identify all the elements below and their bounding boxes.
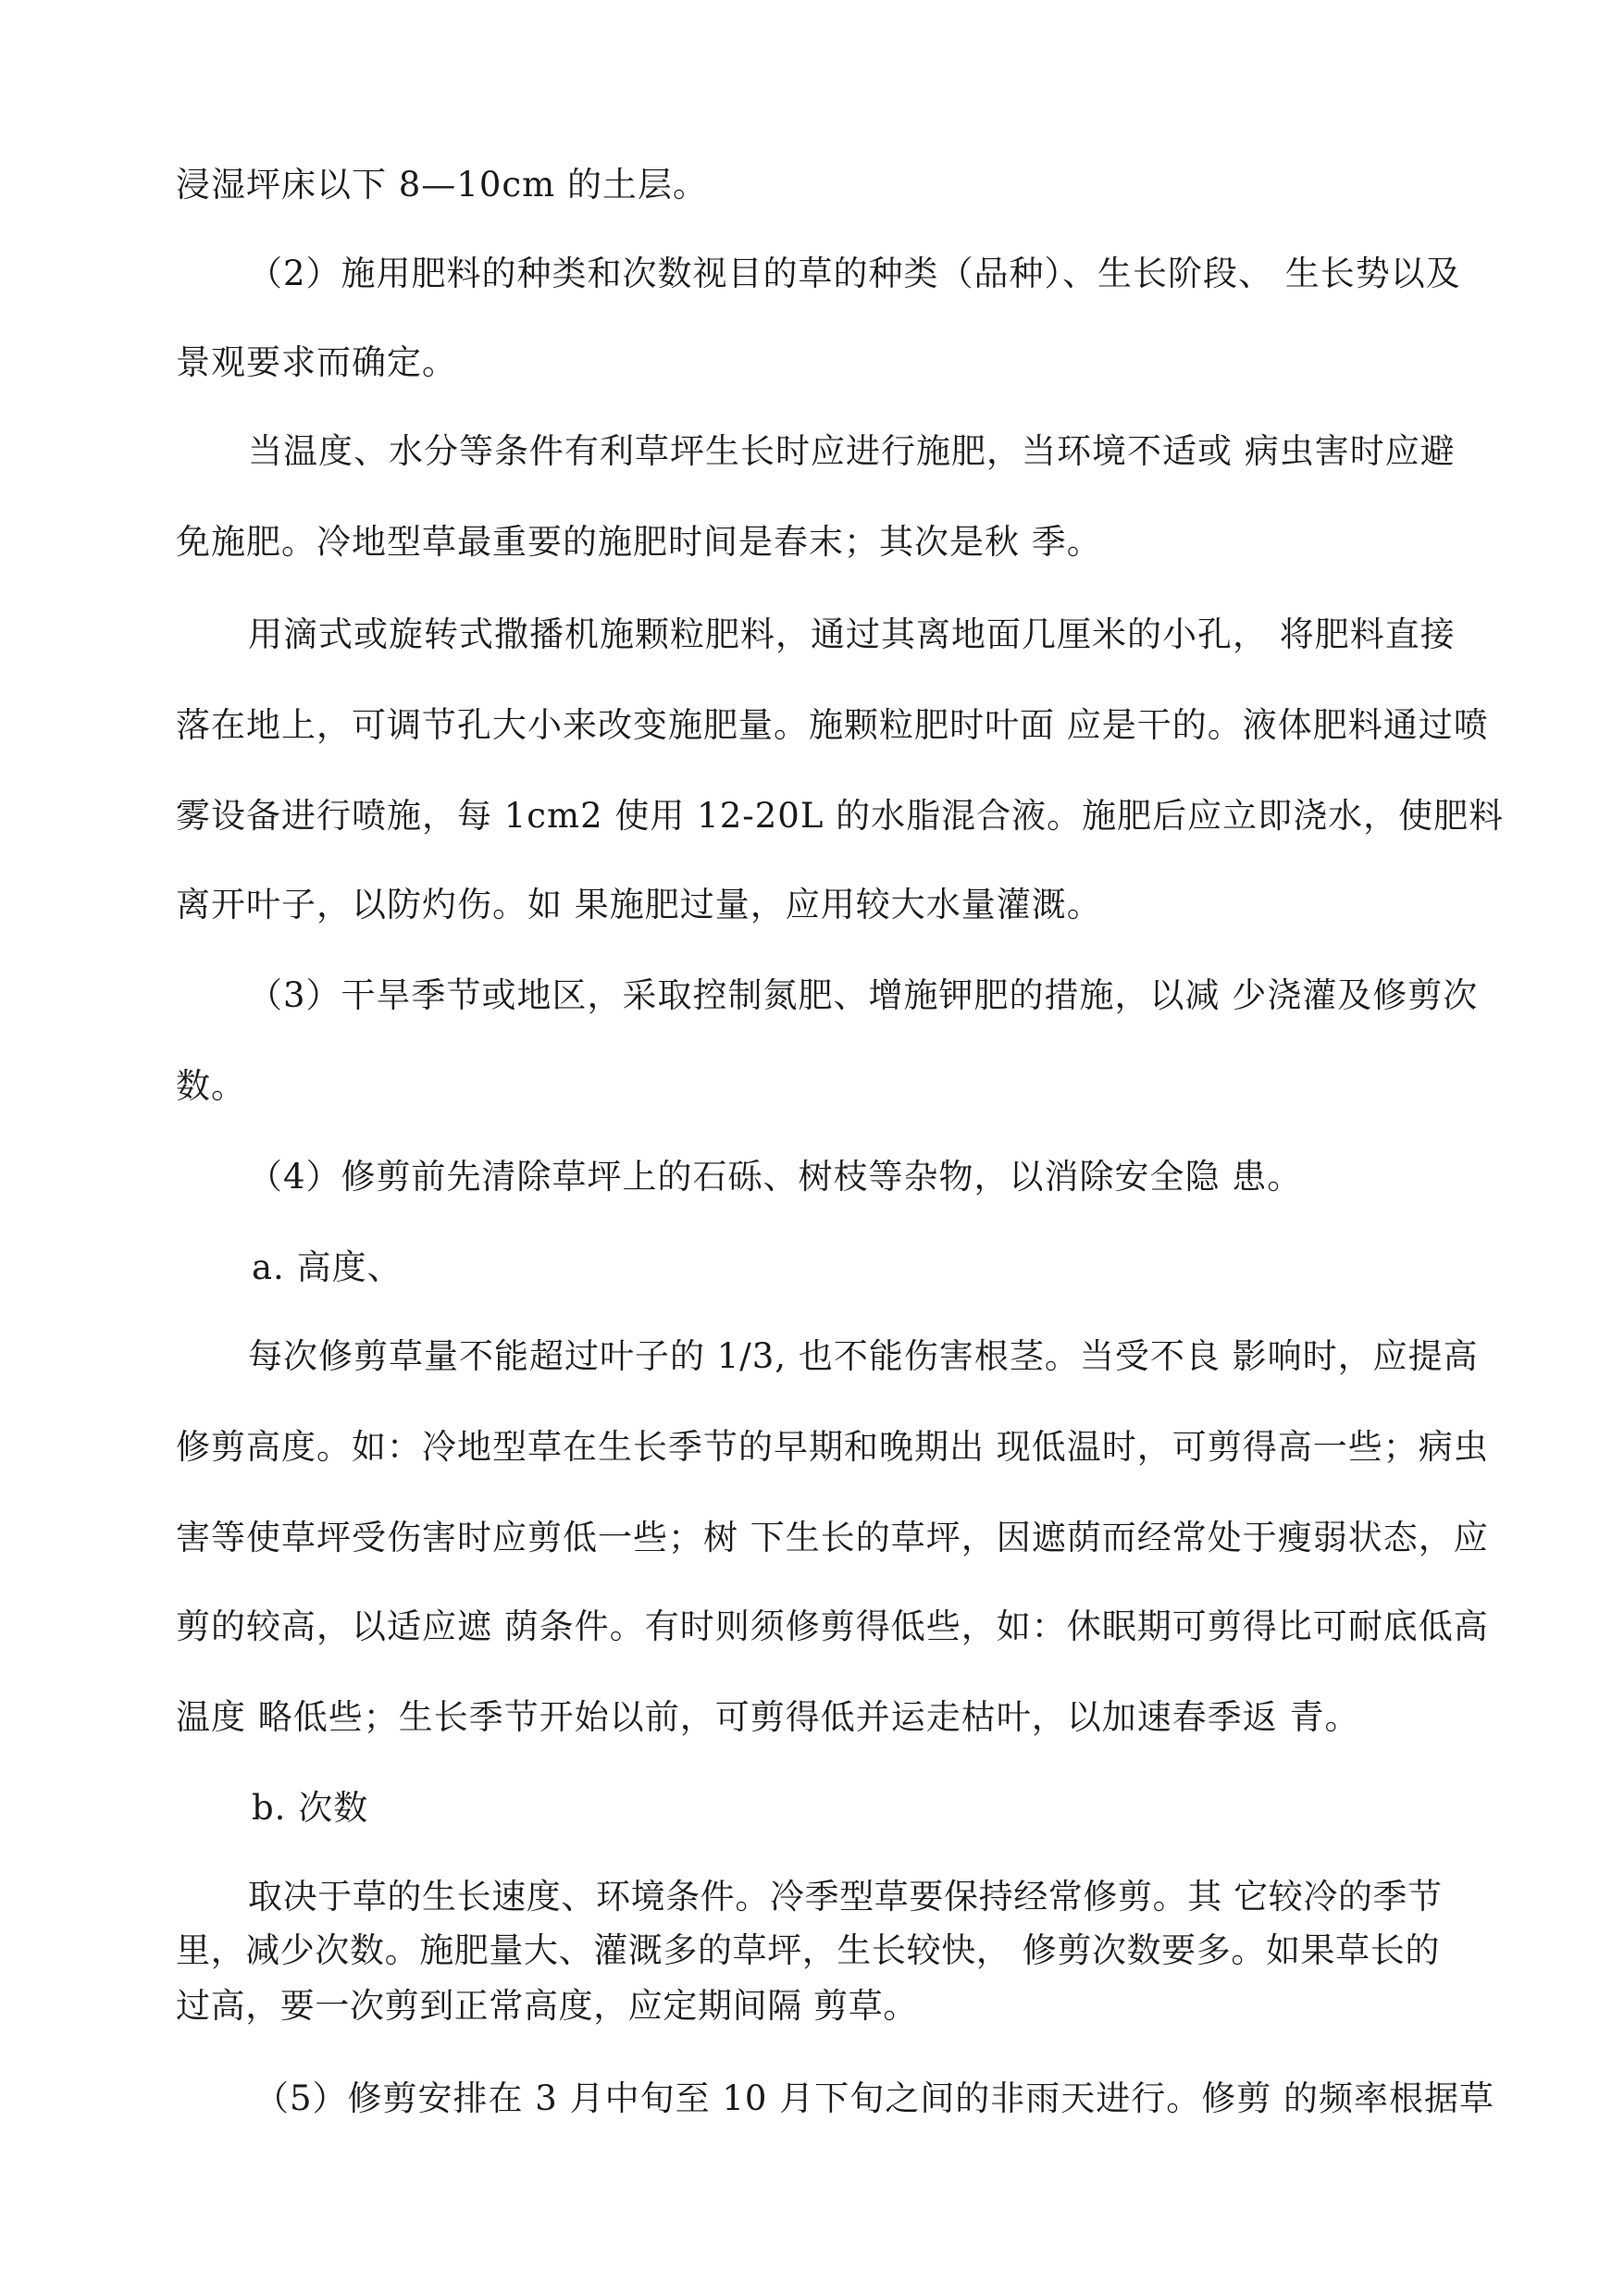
paragraph-line: （4）修剪前先清除草坪上的石砾、树枝等杂物，以消除安全隐 患。 (248, 1157, 1303, 1197)
section-heading: b. 次数 (252, 1788, 369, 1828)
paragraph-line: 雾设备进行喷施，每 1cm2 使用 12-20L 的水脂混合液。施肥后应立即浇水，使肥料 (176, 796, 1505, 836)
paragraph-line: 景观要求而确定。 (176, 342, 457, 382)
paragraph-line: 免施肥。冷地型草最重要的施肥时间是春末；其次是秋 季。 (176, 522, 1102, 562)
paragraph-line: 害等使草坪受伤害时应剪低一些；树 下生长的草坪，因遮荫而经常处于瘦弱状态，应 (176, 1518, 1489, 1557)
paragraph-line: 剪的较高，以适应遮 荫条件。有时则须修剪得低些，如：休眠期可剪得比可耐底低高 (176, 1606, 1489, 1646)
paragraph-line: 浸湿坪床以下 8—10cm 的土层。 (176, 165, 708, 205)
paragraph-line: 每次修剪草量不能超过叶子的 1/3, 也不能伤害根茎。当受不良 影响时，应提高 (248, 1336, 1479, 1376)
paragraph-line: 里，减少次数。施肥量大、灌溉多的草坪，生长较快， 修剪次数要多。如果草长的 (176, 1930, 1440, 1970)
paragraph-line: 离开叶子，以防灼伤。如 果施肥过量，应用较大水量灌溉。 (176, 885, 1102, 924)
paragraph-line: 温度 略低些；生长季节开始以前，可剪得低并运走枯叶，以加速春季返 青。 (176, 1697, 1360, 1737)
paragraph-line: 用滴式或旋转式撒播机施颗粒肥料，通过其离地面几厘米的小孔， 将肥料直接 (248, 614, 1456, 654)
section-heading: a. 高度、 (252, 1247, 403, 1287)
paragraph-line: 当温度、水分等条件有利草坪生长时应进行施肥，当环境不适或 病虫害时应避 (248, 431, 1456, 471)
paragraph-line: 落在地上，可调节孔大小来改变施肥量。施颗粒肥时叶面 应是干的。液体肥料通过喷 (176, 705, 1489, 745)
paragraph-line: 取决于草的生长速度、环境条件。冷季型草要保持经常修剪。其 它较冷的季节 (248, 1877, 1443, 1917)
paragraph-line: （2）施用肥料的种类和次数视目的草的种类（品种）、生长阶段、 生长势以及 (248, 254, 1461, 293)
paragraph-line: 数。 (176, 1066, 246, 1106)
paragraph-line: 修剪高度。如：冷地型草在生长季节的早期和晚期出 现低温时，可剪得高一些；病虫 (176, 1427, 1489, 1467)
paragraph-line: 过高，要一次剪到正常高度，应定期间隔 剪草。 (176, 1986, 918, 2026)
paragraph-line: （3）干旱季节或地区，采取控制氮肥、增施钾肥的措施，以减 少浇灌及修剪次 (248, 975, 1479, 1015)
paragraph-line: （5）修剪安排在 3 月中旬至 10 月下旬之间的非雨天进行。修剪 的频率根据草 (254, 2078, 1494, 2118)
